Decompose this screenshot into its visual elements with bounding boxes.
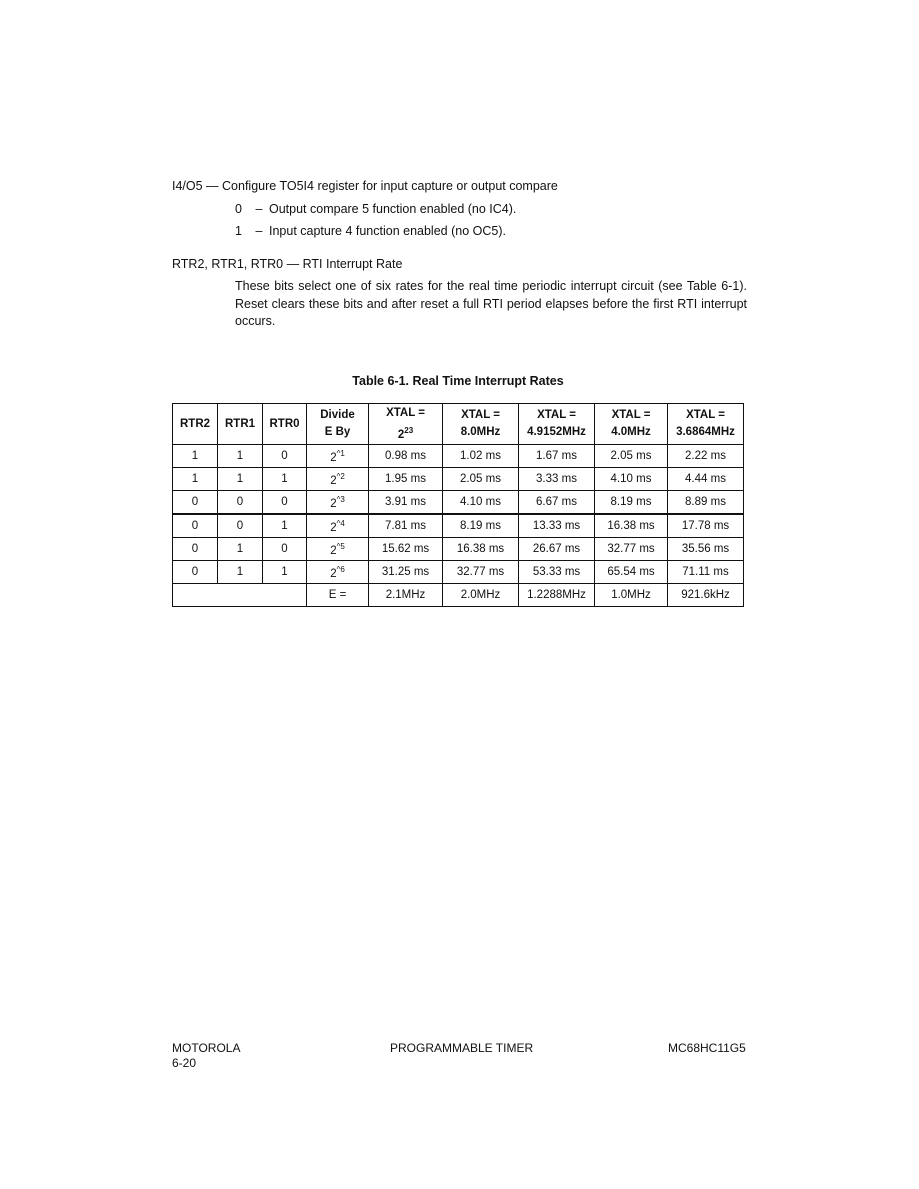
header-rtr0: RTR0	[263, 404, 307, 445]
cell-rate: 4.10 ms	[443, 491, 519, 515]
bit-description-body-rtr: These bits select one of six rates for the real time periodic interrupt circuit (see Table 6-1). Reset clears these bits and after reset a full RTI period elapses before the first RTI interrupt occurs.	[235, 279, 747, 328]
cell-rate: 2.05 ms	[443, 468, 519, 491]
header-xtal-2-23: XTAL = $2^{23}$	[369, 404, 443, 445]
cell-rtr2: 1	[173, 445, 218, 468]
bit-option-1	[235, 223, 506, 239]
header-rtr1: RTR1	[218, 404, 263, 445]
cell-rtr1: 1	[218, 445, 263, 468]
footer-part-number: MC68HC11G5	[668, 1041, 746, 1055]
header-xtal-4-9152mhz: XTAL = 4.9152MHz	[519, 404, 595, 445]
cell-rate: 3.33 ms	[519, 468, 595, 491]
cell-rtr0: 0	[263, 538, 307, 561]
cell-rtr1: 1	[218, 468, 263, 491]
cell-rtr0: 0	[263, 491, 307, 515]
cell-rtr1: 0	[218, 491, 263, 515]
cell-divide: $2^{\^{}4}$	[307, 514, 369, 538]
cell-rate: 26.67 ms	[519, 538, 595, 561]
cell-e-frequency: 2.0MHz	[443, 584, 519, 607]
bit-option-value: 0	[235, 202, 242, 216]
cell-rate: 8.19 ms	[595, 491, 668, 515]
cell-rate: 32.77 ms	[443, 561, 519, 584]
cell-rtr2: 0	[173, 561, 218, 584]
header-xtal-3-6864mhz: XTAL = 3.6864MHz	[668, 404, 744, 445]
table-row	[173, 514, 744, 538]
bit-option-text: Input capture 4 function enabled (no OC5).	[269, 224, 506, 238]
header-xtal-4mhz: XTAL = 4.0MHz	[595, 404, 668, 445]
header-rtr2: RTR2	[173, 404, 218, 445]
cell-rtr1: 0	[218, 514, 263, 538]
cell-rate: 8.89 ms	[668, 491, 744, 515]
table-row	[173, 468, 744, 491]
table-row-e-frequency	[173, 584, 744, 607]
cell-rate: 16.38 ms	[595, 514, 668, 538]
cell-divide: $2^{\^{}6}$	[307, 561, 369, 584]
cell-rtr1: 1	[218, 538, 263, 561]
bit-option-value: 1	[235, 224, 242, 238]
cell-rate: 1.95 ms	[369, 468, 443, 491]
bit-option-0	[235, 201, 516, 217]
cell-rate: 1.02 ms	[443, 445, 519, 468]
cell-rtr0: 1	[263, 468, 307, 491]
cell-rtr1: 1	[218, 561, 263, 584]
bit-option-text: Output compare 5 function enabled (no IC4).	[269, 202, 517, 216]
cell-rate: 4.44 ms	[668, 468, 744, 491]
cell-rate: 3.91 ms	[369, 491, 443, 515]
cell-rate: 4.10 ms	[595, 468, 668, 491]
table-row	[173, 561, 744, 584]
cell-divide: $2^{\^{}1}$	[307, 445, 369, 468]
cell-rtr2: 0	[173, 514, 218, 538]
cell-rate: 35.56 ms	[668, 538, 744, 561]
cell-rtr0: 1	[263, 561, 307, 584]
footer-brand: MOTOROLA	[172, 1041, 241, 1055]
table-row	[173, 538, 744, 561]
footer-section-title: PROGRAMMABLE TIMER	[390, 1041, 534, 1055]
table-header-row	[173, 404, 744, 445]
cell-divide: $2^{\^{}2}$	[307, 468, 369, 491]
bit-description-term-rtr: RTR2, RTR1, RTR0 — RTI Interrupt Rate	[172, 257, 403, 271]
cell-rate: 65.54 ms	[595, 561, 668, 584]
cell-divide: $2^{\^{}3}$	[307, 491, 369, 515]
cell-rate: 2.22 ms	[668, 445, 744, 468]
table-row	[173, 445, 744, 468]
cell-divide: $2^{\^{}5}$	[307, 538, 369, 561]
bit-description-term-i4o5: I4/O5 — Configure TO5I4 register for input capture or output compare	[172, 179, 558, 193]
cell-rtr2: 0	[173, 538, 218, 561]
cell-rate: 15.62 ms	[369, 538, 443, 561]
cell-rtr0: 0	[263, 445, 307, 468]
cell-rate: 0.98 ms	[369, 445, 443, 468]
cell-rtr0: 1	[263, 514, 307, 538]
bit-option-dash: –	[255, 202, 263, 216]
cell-rate: 16.38 ms	[443, 538, 519, 561]
cell-rate: 53.33 ms	[519, 561, 595, 584]
cell-e-frequency: 2.1MHz	[369, 584, 443, 607]
header-divide-e-by: Divide E By	[307, 404, 369, 445]
cell-e-frequency: 1.0MHz	[595, 584, 668, 607]
cell-rate: 7.81 ms	[369, 514, 443, 538]
table-title: Table 6-1. Real Time Interrupt Rates	[352, 374, 564, 388]
cell-rtr2: 1	[173, 468, 218, 491]
header-xtal-8mhz: XTAL = 8.0MHz	[443, 404, 519, 445]
cell-rate: 6.67 ms	[519, 491, 595, 515]
cell-rate: 31.25 ms	[369, 561, 443, 584]
table-row	[173, 491, 744, 515]
cell-empty	[173, 584, 307, 607]
rti-rates-table	[172, 403, 744, 607]
cell-e-label: E =	[307, 584, 369, 607]
cell-rate: 13.33 ms	[519, 514, 595, 538]
cell-rate: 17.78 ms	[668, 514, 744, 538]
cell-rate: 32.77 ms	[595, 538, 668, 561]
cell-rate: 8.19 ms	[443, 514, 519, 538]
cell-rate: 2.05 ms	[595, 445, 668, 468]
cell-e-frequency: 1.2288MHz	[519, 584, 595, 607]
cell-e-frequency: 921.6kHz	[668, 584, 744, 607]
cell-rtr2: 0	[173, 491, 218, 515]
cell-rate: 1.67 ms	[519, 445, 595, 468]
footer-page-number: 6-20	[172, 1056, 197, 1070]
cell-rate: 71.11 ms	[668, 561, 744, 584]
bit-option-dash: –	[255, 224, 263, 238]
